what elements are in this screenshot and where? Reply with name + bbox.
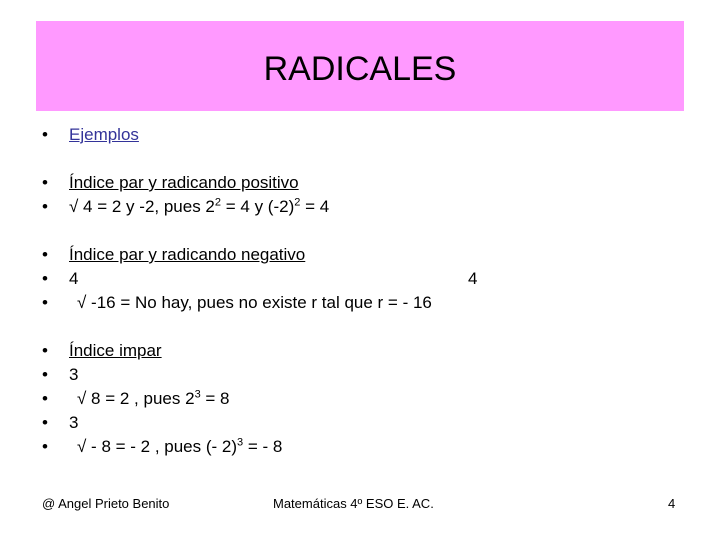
example-sqrt-neg-16: √ -16 = No hay, pues no existe r tal que r = - 16 <box>77 293 432 312</box>
bullet: • <box>42 125 48 144</box>
bullet: • <box>42 389 48 408</box>
heading-even-negative: Índice par y radicando negativo <box>69 245 306 264</box>
bullet: • <box>42 437 48 456</box>
radical-index: 3 <box>69 365 79 384</box>
example-cbrt-neg-8: √ - 8 = - 2 , pues (- 2)$^3$ = - 8 <box>77 436 283 456</box>
radical-index: 4 <box>69 269 79 288</box>
bullet: • <box>42 245 48 264</box>
bullet: • <box>42 269 48 288</box>
bullet: • <box>42 341 48 360</box>
footer-course: Matemáticas 4º ESO E. AC. <box>273 496 434 511</box>
radical-index: 3 <box>69 413 79 432</box>
slide-title: RADICALES <box>263 50 457 88</box>
bullet: • <box>42 293 48 312</box>
example-cbrt-8: √ 8 = 2 , pues $2^3 = 8$ <box>77 388 230 408</box>
bullet: • <box>42 197 48 216</box>
heading-odd-index: Índice impar <box>69 341 162 360</box>
heading-even-positive: Índice par y radicando positivo <box>69 173 299 192</box>
title-banner <box>36 21 684 111</box>
heading-ejemplos: Ejemplos <box>69 125 139 144</box>
page-number: 4 <box>668 496 676 511</box>
example-sqrt-4: √ 4 = 2 y -2, pues $2^2 = 4$ y $(-2)^2 = 4$ <box>69 196 330 216</box>
bullet: • <box>42 413 48 432</box>
footer-author: @ Angel Prieto Benito <box>42 496 170 511</box>
exponent-index: 4 <box>468 269 478 288</box>
bullet: • <box>42 173 48 192</box>
list-item <box>42 436 283 502</box>
bullet: • <box>42 365 48 384</box>
